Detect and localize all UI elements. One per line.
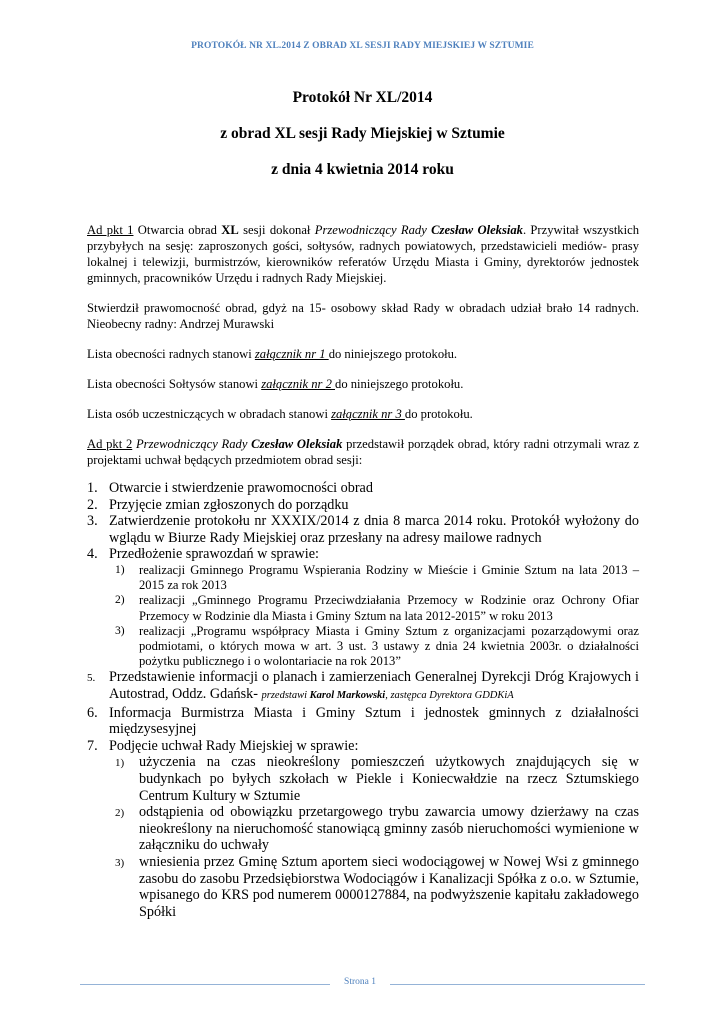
- agenda-subitem-number: 1): [115, 757, 125, 770]
- agenda-item-text: Przedłożenie sprawozdań w sprawie:: [109, 546, 319, 563]
- agenda-subitem-text: użyczenia na czas nieokreślony pomieszczeń użytkowych znajdujących się w budynkach po byłych szkołach w Piekle i Koniecwałdzie na rzecz Sztumskiego Centrum Kultury w Sztumie: [139, 754, 639, 804]
- presenter-name: Karol Markowski: [309, 689, 386, 701]
- agenda-subitem-number: 2): [115, 594, 125, 607]
- chairman-name: Czesław Oleksiak: [251, 437, 343, 451]
- page-footer: [80, 976, 645, 992]
- attachment-link: załącznik nr 1: [254, 347, 329, 361]
- agenda-item-number: 4.: [87, 546, 98, 563]
- chairman-role: Przewodniczący Rady: [314, 223, 427, 237]
- presenter-note: przedstawi: [261, 689, 310, 701]
- title-line-3: z dnia 4 kwietnia 2014 roku: [271, 161, 454, 178]
- pkt-2-label: Ad pkt 2: [87, 437, 133, 451]
- agenda-item-text: Otwarcie i stwierdzenie prawomocności obrad: [109, 480, 373, 496]
- page-number: Strona 1: [344, 977, 376, 987]
- agenda-subitem: [109, 754, 639, 804]
- agenda-subitem: [109, 593, 639, 623]
- agenda-item-text: Przedstawienie informacji o planach i zamierzeniach Generalnej Dyrekcji Dróg Krajowych i Autostrad, Oddz. Gdańsk-: [109, 669, 639, 702]
- agenda-subitem-number: 3): [115, 624, 125, 637]
- presenter-role: , zastępca Dyrektora GDDKiA: [385, 689, 514, 701]
- agenda-item-number: 5.: [87, 672, 96, 685]
- pkt-1-text: Otwarcia obrad: [133, 223, 222, 237]
- pkt-1-text: . Przywitał wszystkich przybyłych na sesję: zaproszonych gości, sołtysów, radnych powiatowych, przedstawicieli mediów- prasy lokalnej i telewizji, burmistrzów, kierowników referatów Urzędu Miasta i Gminy, dyrektorów jednostek gminnych, pracowników Urzędu i radnych Rady Miejskiej.: [87, 223, 639, 285]
- attendance-uczestnicy: [87, 406, 639, 422]
- agenda-subitem-number: 2): [115, 807, 125, 820]
- protocol-body: [87, 222, 639, 920]
- agenda-item: [87, 497, 639, 514]
- agenda-subitem-number: 3): [115, 856, 125, 869]
- agenda-sublist: [109, 754, 639, 920]
- attendance-text: do niniejszego protokołu.: [328, 347, 458, 361]
- agenda-sublist: [109, 563, 639, 669]
- agenda-subitem-text: realizacji Gminnego Programu Wspierania Rodziny w Mieście i Gminie Sztum na lata 2013 – 2015 za rok 2013: [139, 562, 639, 593]
- attendance-text: do niniejszego protokołu.: [335, 377, 464, 391]
- agenda-subitem-number: 1): [115, 563, 125, 576]
- title-line-1: Protokół Nr XL/2014: [292, 89, 433, 106]
- agenda-subitem-text: realizacji „Gminnego Programu Przeciwdziałania Przemocy w Rodzinie oraz Ochrony Ofiar Przemocy w Rodzinie dla Miasta i Gminy Sztum na lata 2012-2015” w roku 2013: [139, 593, 639, 623]
- footer-rule-left: [80, 984, 330, 985]
- agenda-item-text: Informacja Burmistrza Miasta i Gminy Sztum i jednostek gminnych z działalności międzysesyjnej: [109, 704, 639, 738]
- agenda-subitem-text: odstąpienia od obowiązku przetargowego trybu zawarcia umowy dzierżawy na czas nieokreślony na nieruchomość stanowiącą gminny zasób nieruchomości wymienione w załączniku do uchwały: [139, 804, 639, 854]
- footer-rule-right: [390, 984, 645, 985]
- attendance-text: Lista obecności radnych stanowi: [87, 347, 255, 361]
- pkt-1-text: sesji dokonał: [238, 223, 315, 237]
- agenda-item-number: 3.: [87, 513, 98, 530]
- attachment-link: załącznik nr 2: [261, 377, 336, 391]
- attachment-link: załącznik nr 3: [331, 407, 405, 421]
- agenda-subitem: [109, 854, 639, 920]
- agenda-subitem: [109, 804, 639, 854]
- session-number: XL: [221, 223, 239, 237]
- agenda-item-text: Przyjęcie zmian zgłoszonych do porządku: [109, 496, 349, 513]
- agenda-item: [87, 513, 639, 546]
- agenda-item-number: 6.: [87, 704, 98, 721]
- attendance-text: Lista obecności Sołtysów stanowi: [87, 377, 262, 391]
- agenda-item-text: Podjęcie uchwał Rady Miejskiej w sprawie:: [109, 737, 359, 754]
- agenda-item-text: Zatwierdzenie protokołu nr XXXIX/2014 z dnia 8 marca 2014 roku. Protokół wyłożony do wglądu w Biurze Rady Miejskiej oraz przesłany na adresy mailowe radnych: [109, 513, 639, 546]
- agenda-item-number: 1.: [87, 480, 98, 496]
- paragraph-pkt-2: [87, 436, 639, 468]
- agenda-item: [87, 738, 639, 921]
- agenda-item: [87, 669, 639, 704]
- agenda-item: [87, 480, 639, 497]
- attendance-radni: [87, 346, 639, 362]
- paragraph-pkt-1: [87, 222, 639, 286]
- title-line-2: z obrad XL sesji Rady Miejskiej w Sztumie: [220, 125, 505, 142]
- agenda-item: [87, 546, 639, 669]
- paragraph-quorum: Stwierdził prawomocność obrad, gdyż na 15- osobowy skład Rady w obradach udział brało 14 radnych. Nieobecny radny: Andrzej Murawski: [87, 301, 639, 331]
- chairman-role: Przewodniczący Rady: [135, 437, 248, 451]
- agenda-item: [87, 705, 639, 738]
- agenda-item-number: 2.: [87, 496, 98, 513]
- pkt-1-label: Ad pkt 1: [87, 223, 134, 237]
- agenda-subitem: [109, 563, 639, 593]
- chairman-name: Czesław Oleksiak: [431, 223, 523, 237]
- attendance-text: Lista osób uczestniczących w obradach stanowi: [87, 407, 332, 421]
- running-header: PROTOKÓŁ NR XL.2014 Z OBRAD XL SESJI RADY MIEJSKIEJ W SZTUMIE: [191, 41, 534, 51]
- agenda-subitem-text: wniesienia przez Gminę Sztum aportem sieci wodociągowej w Nowej Wsi z gminnego zasobu do zasobu Przedsiębiorstwa Wodociągów i Kanalizacji Spółka z o.o. w Sztumie, wpisanego do KRS pod numerem 0000127884, na podwyższenie kapitału zakładowego Spółki: [139, 853, 639, 920]
- pkt-2-text: przedstawił porządek obrad, który radni otrzymali wraz z projektami uchwał będących przedmiotem obrad sesji:: [87, 437, 639, 467]
- agenda-subitem-text: realizacji „Programu współpracy Miasta i Gminy Sztum z organizacjami pozarządowymi oraz podmiotami, o których mowa w art. 3 ust. 3 ustawy z dnia 24 kwietnia 2003r. o działalności pożytku publicznego i o wolontariacie na rok 2013”: [139, 623, 639, 669]
- agenda-subitem: [109, 624, 639, 670]
- attendance-text: do protokołu.: [404, 407, 473, 421]
- agenda-item-number: 7.: [87, 737, 98, 754]
- attendance-soltysi: [87, 376, 639, 392]
- agenda-list: [87, 480, 639, 920]
- document-title: [0, 88, 725, 196]
